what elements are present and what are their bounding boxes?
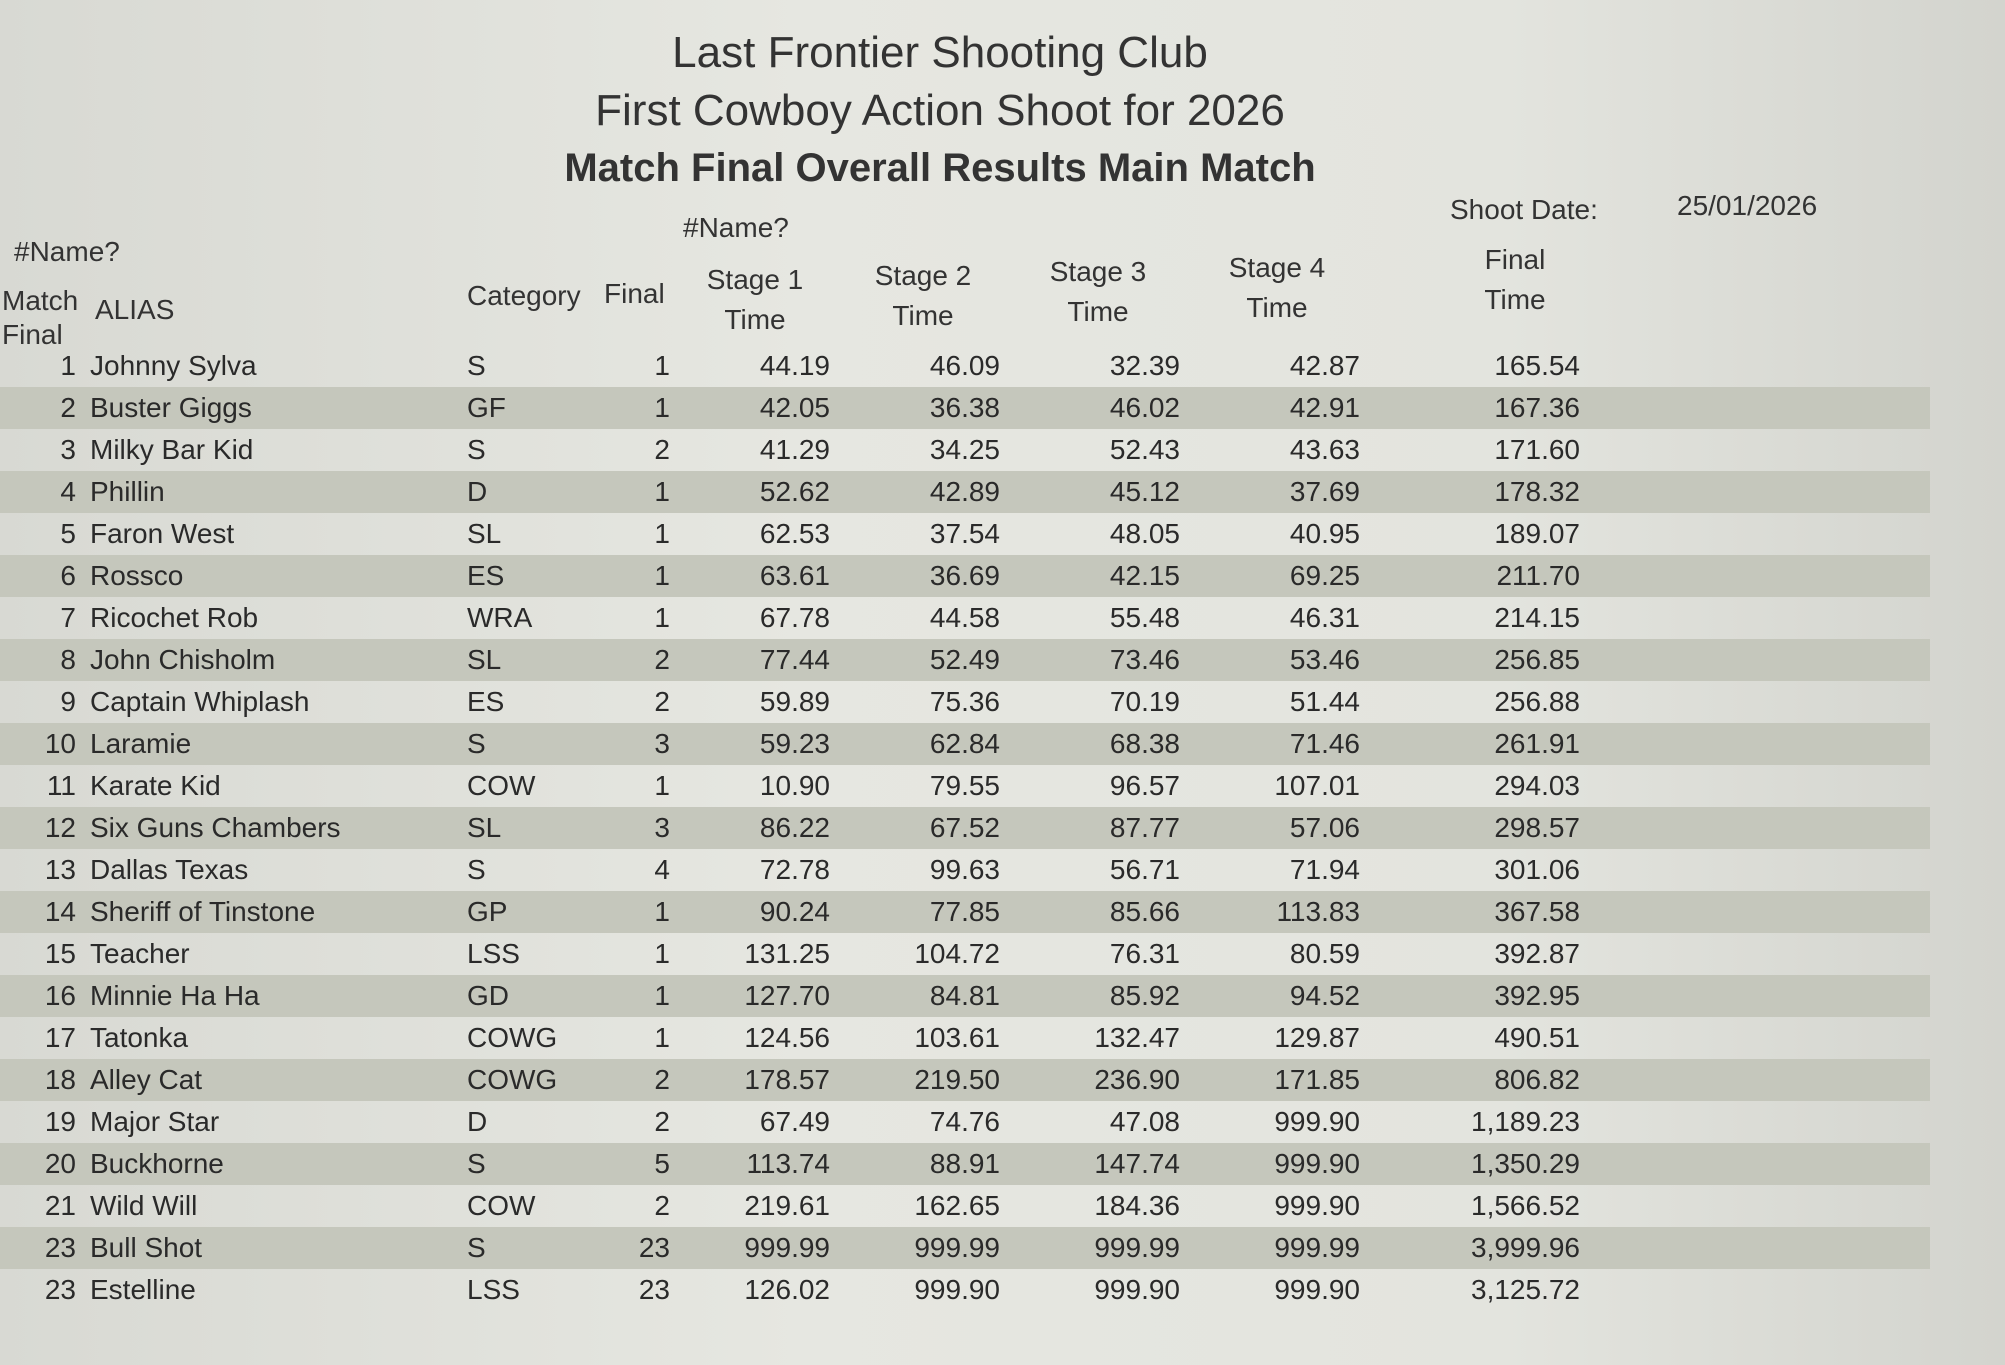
- table-row: [0, 1101, 1930, 1143]
- row-stage2-time: 88.91: [929, 1148, 1000, 1179]
- row-stage3-time: 70.19: [1109, 686, 1180, 717]
- row-final-time: 3,125.72: [1471, 1274, 1580, 1305]
- row-final-time: 261.91: [1494, 728, 1580, 759]
- row-stage2-time: 75.36: [929, 686, 1000, 717]
- club-title: Last Frontier Shooting Club: [672, 28, 1208, 77]
- row-stage3-time: 32.39: [1109, 350, 1180, 381]
- row-stage2-time: 79.55: [929, 770, 1000, 801]
- row-stage2-time: 42.89: [929, 476, 1000, 507]
- row-stage2-time: 219.50: [914, 1064, 1000, 1095]
- row-final-time: 1,189.23: [1471, 1106, 1580, 1137]
- header-stage3: Stage 3 Time: [1049, 256, 1147, 327]
- row-category: COW: [467, 770, 536, 801]
- row-final-place: 1: [654, 476, 670, 507]
- row-final-time: 211.70: [1496, 560, 1580, 591]
- row-alias: Minnie Ha Ha: [90, 980, 260, 1011]
- row-stage4-time: 43.63: [1289, 434, 1360, 465]
- header-alias: ALIAS: [95, 294, 175, 325]
- table-row: [0, 807, 1930, 849]
- row-final-time: 1,566.52: [1471, 1190, 1580, 1221]
- row-final-time: 3,999.96: [1471, 1232, 1580, 1263]
- header-stage4: Stage 4 Time: [1228, 252, 1326, 323]
- row-alias: Teacher: [90, 938, 190, 969]
- row-stage4-time: 71.46: [1289, 728, 1360, 759]
- row-rank: 23: [44, 1274, 76, 1305]
- row-stage1-time: 127.70: [744, 980, 830, 1011]
- row-stage1-time: 131.25: [744, 938, 830, 969]
- row-stage1-time: 10.90: [759, 770, 830, 801]
- row-final-time: 367.58: [1494, 896, 1580, 927]
- row-rank: 10: [44, 728, 76, 759]
- row-alias: Phillin: [90, 476, 165, 507]
- header-match-final: Match Final: [2, 285, 79, 350]
- row-alias: Milky Bar Kid: [90, 434, 254, 465]
- row-stage4-time: 94.52: [1289, 980, 1360, 1011]
- row-stage3-time: 999.99: [1094, 1232, 1180, 1263]
- row-rank: 18: [44, 1064, 76, 1095]
- row-stage3-time: 47.08: [1109, 1106, 1180, 1137]
- header-category: Category: [467, 280, 581, 311]
- row-stage4-time: 42.91: [1289, 392, 1360, 423]
- row-final-place: 2: [654, 434, 670, 465]
- row-rank: 9: [60, 686, 76, 717]
- row-final-place: 1: [654, 350, 670, 381]
- row-stage1-time: 63.61: [759, 560, 830, 591]
- row-final-time: 490.51: [1494, 1022, 1580, 1053]
- row-final-time: 178.32: [1494, 476, 1580, 507]
- row-alias: Tatonka: [90, 1022, 189, 1053]
- row-rank: 19: [44, 1106, 76, 1137]
- row-category: LSS: [467, 1274, 520, 1305]
- row-rank: 8: [60, 644, 76, 675]
- row-final-place: 1: [654, 602, 670, 633]
- row-stage3-time: 48.05: [1109, 518, 1180, 549]
- table-row: [0, 891, 1930, 933]
- row-stage1-time: 42.05: [759, 392, 830, 423]
- row-stage2-time: 44.58: [929, 602, 1000, 633]
- event-title: First Cowboy Action Shoot for 2026: [595, 86, 1285, 135]
- row-stage1-time: 72.78: [759, 854, 830, 885]
- row-final-time: 298.57: [1494, 812, 1580, 843]
- row-stage3-time: 73.46: [1109, 644, 1180, 675]
- row-final-place: 2: [654, 1106, 670, 1137]
- row-rank: 21: [44, 1190, 76, 1221]
- row-stage4-time: 37.69: [1289, 476, 1360, 507]
- row-stage3-time: 46.02: [1109, 392, 1180, 423]
- row-rank: 12: [44, 812, 76, 843]
- row-stage4-time: 999.90: [1274, 1148, 1360, 1179]
- row-stage3-time: 184.36: [1094, 1190, 1180, 1221]
- row-final-time: 294.03: [1494, 770, 1580, 801]
- row-stage2-time: 36.38: [929, 392, 1000, 423]
- table-row: [0, 1269, 1930, 1311]
- row-stage3-time: 236.90: [1094, 1064, 1180, 1095]
- shoot-date-label: Shoot Date:: [1450, 194, 1598, 225]
- row-stage2-time: 67.52: [929, 812, 1000, 843]
- row-stage4-time: 999.90: [1274, 1106, 1360, 1137]
- row-stage2-time: 34.25: [929, 434, 1000, 465]
- row-alias: Faron West: [90, 518, 235, 549]
- row-rank: 3: [60, 434, 76, 465]
- row-alias: Rossco: [90, 560, 184, 591]
- row-category: S: [467, 350, 486, 381]
- row-stage2-time: 37.54: [929, 518, 1000, 549]
- row-alias: Six Guns Chambers: [90, 812, 341, 843]
- row-rank: 2: [60, 392, 76, 423]
- row-category: LSS: [467, 938, 520, 969]
- row-stage4-time: 53.46: [1289, 644, 1360, 675]
- row-stage3-time: 147.74: [1094, 1148, 1180, 1179]
- row-stage4-time: 113.83: [1276, 896, 1360, 927]
- header-stage1: Stage 1 Time: [706, 264, 804, 335]
- row-stage4-time: 80.59: [1289, 938, 1360, 969]
- row-stage4-time: 46.31: [1289, 602, 1360, 633]
- row-stage3-time: 68.38: [1109, 728, 1180, 759]
- row-category: COW: [467, 1190, 536, 1221]
- row-stage4-time: 999.90: [1274, 1274, 1360, 1305]
- row-rank: 15: [44, 938, 76, 969]
- row-stage1-time: 67.78: [759, 602, 830, 633]
- row-final-place: 2: [654, 1190, 670, 1221]
- table-row: [0, 723, 1930, 765]
- row-stage3-time: 56.71: [1109, 854, 1180, 885]
- row-final-place: 1: [654, 1022, 670, 1053]
- shoot-date-value: 25/01/2026: [1677, 190, 1818, 221]
- row-final-time: 256.88: [1494, 686, 1580, 717]
- row-stage2-time: 104.72: [914, 938, 1000, 969]
- row-final-place: 1: [654, 560, 670, 591]
- table-row: [0, 387, 1930, 429]
- row-final-place: 1: [654, 518, 670, 549]
- row-final-place: 1: [654, 392, 670, 423]
- table-row: [0, 345, 1930, 387]
- name-error-left: #Name?: [14, 236, 120, 267]
- row-category: COWG: [467, 1064, 558, 1095]
- row-rank: 11: [46, 770, 76, 801]
- table-row: [0, 639, 1930, 681]
- row-stage3-time: 132.47: [1094, 1022, 1180, 1053]
- row-stage2-time: 62.84: [929, 728, 1000, 759]
- row-stage1-time: 77.44: [759, 644, 830, 675]
- row-category: GP: [467, 896, 508, 927]
- row-rank: 20: [44, 1148, 76, 1179]
- row-stage2-time: 84.81: [929, 980, 1000, 1011]
- row-stage4-time: 71.94: [1289, 854, 1360, 885]
- row-category: S: [467, 854, 486, 885]
- row-alias: Major Star: [90, 1106, 220, 1137]
- row-stage2-time: 74.76: [929, 1106, 1000, 1137]
- row-category: D: [467, 476, 488, 507]
- row-alias: Estelline: [90, 1274, 196, 1305]
- row-stage3-time: 76.31: [1109, 938, 1180, 969]
- row-alias: Laramie: [90, 728, 192, 759]
- row-rank: 14: [44, 896, 76, 927]
- row-final-time: 214.15: [1494, 602, 1580, 633]
- table-row: [0, 1059, 1930, 1101]
- row-stage1-time: 52.62: [759, 476, 830, 507]
- row-alias: Buckhorne: [90, 1148, 224, 1179]
- row-stage1-time: 126.02: [744, 1274, 830, 1305]
- row-stage1-time: 86.22: [759, 812, 830, 843]
- row-alias: Captain Whiplash: [90, 686, 310, 717]
- row-final-place: 3: [654, 728, 670, 759]
- header-stage2: Stage 2 Time: [874, 260, 972, 331]
- row-final-time: 392.87: [1494, 938, 1580, 969]
- row-stage1-time: 59.89: [759, 686, 830, 717]
- row-stage4-time: 999.90: [1274, 1190, 1360, 1221]
- row-final-place: 23: [638, 1274, 670, 1305]
- row-alias: Bull Shot: [90, 1232, 203, 1263]
- row-final-time: 171.60: [1494, 434, 1580, 465]
- results-table: [0, 345, 1930, 1311]
- table-row: [0, 765, 1930, 807]
- row-category: S: [467, 434, 486, 465]
- row-alias: Buster Giggs: [90, 392, 252, 423]
- table-row: [0, 513, 1930, 555]
- name-error-center: #Name?: [683, 212, 789, 243]
- row-stage4-time: 107.01: [1274, 770, 1360, 801]
- row-stage2-time: 36.69: [929, 560, 1000, 591]
- row-rank: 5: [60, 518, 76, 549]
- row-final-time: 165.54: [1494, 350, 1580, 381]
- row-stage3-time: 85.66: [1109, 896, 1180, 927]
- row-category: SL: [467, 644, 502, 675]
- row-alias: Johnny Sylva: [90, 350, 257, 381]
- row-stage1-time: 178.57: [744, 1064, 830, 1095]
- row-stage3-time: 45.12: [1109, 476, 1180, 507]
- row-rank: 17: [44, 1022, 76, 1053]
- row-stage2-time: 162.65: [914, 1190, 1000, 1221]
- row-category: SL: [467, 518, 502, 549]
- row-category: GF: [467, 392, 506, 423]
- table-row: [0, 681, 1930, 723]
- row-stage1-time: 124.56: [744, 1022, 830, 1053]
- row-stage4-time: 129.87: [1274, 1022, 1360, 1053]
- row-final-place: 1: [654, 896, 670, 927]
- row-stage3-time: 96.57: [1109, 770, 1180, 801]
- row-stage1-time: 90.24: [759, 896, 830, 927]
- row-final-place: 1: [654, 938, 670, 969]
- row-category: COWG: [467, 1022, 558, 1053]
- row-stage3-time: 42.15: [1109, 560, 1180, 591]
- table-row: [0, 1185, 1930, 1227]
- row-stage2-time: 52.49: [929, 644, 1000, 675]
- results-subtitle: Match Final Overall Results Main Match: [564, 146, 1316, 190]
- row-final-place: 3: [654, 812, 670, 843]
- table-row: [0, 1143, 1930, 1185]
- row-stage4-time: 40.95: [1289, 518, 1360, 549]
- row-stage3-time: 87.77: [1109, 812, 1180, 843]
- table-row: [0, 597, 1930, 639]
- row-rank: 6: [60, 560, 76, 591]
- table-row: [0, 429, 1930, 471]
- row-category: ES: [467, 686, 505, 717]
- row-alias: John Chisholm: [90, 644, 276, 675]
- row-alias: Karate Kid: [90, 770, 221, 801]
- row-stage3-time: 85.92: [1109, 980, 1180, 1011]
- row-alias: Dallas Texas: [90, 854, 249, 885]
- header-final-time: Final Time: [1484, 244, 1546, 315]
- table-row: [0, 1017, 1930, 1059]
- row-category: SL: [467, 812, 502, 843]
- row-final-place: 4: [654, 854, 670, 885]
- row-final-place: 2: [654, 644, 670, 675]
- row-final-place: 2: [654, 686, 670, 717]
- table-row: [0, 975, 1930, 1017]
- row-category: S: [467, 1148, 486, 1179]
- row-stage1-time: 219.61: [744, 1190, 830, 1221]
- row-stage3-time: 52.43: [1109, 434, 1180, 465]
- row-stage4-time: 171.85: [1274, 1064, 1360, 1095]
- row-stage2-time: 999.99: [914, 1232, 1000, 1263]
- row-final-place: 1: [654, 980, 670, 1011]
- row-final-time: 392.95: [1494, 980, 1580, 1011]
- row-final-place: 1: [654, 770, 670, 801]
- row-stage1-time: 113.74: [746, 1148, 830, 1179]
- row-final-time: 189.07: [1494, 518, 1580, 549]
- row-stage1-time: 999.99: [744, 1232, 830, 1263]
- row-stage2-time: 46.09: [929, 350, 1000, 381]
- row-category: ES: [467, 560, 505, 591]
- table-row: [0, 555, 1930, 597]
- row-category: S: [467, 728, 486, 759]
- table-row: [0, 849, 1930, 891]
- row-stage1-time: 44.19: [759, 350, 830, 381]
- row-final-time: 256.85: [1494, 644, 1580, 675]
- row-final-place: 2: [654, 1064, 670, 1095]
- row-final-time: 167.36: [1494, 392, 1580, 423]
- row-stage3-time: 55.48: [1109, 602, 1180, 633]
- row-category: D: [467, 1106, 488, 1137]
- row-stage3-time: 999.90: [1094, 1274, 1180, 1305]
- row-stage4-time: 51.44: [1289, 686, 1360, 717]
- row-final-place: 23: [638, 1232, 670, 1263]
- row-rank: 16: [44, 980, 76, 1011]
- row-category: WRA: [467, 602, 533, 633]
- row-stage1-time: 62.53: [759, 518, 830, 549]
- row-stage2-time: 999.90: [914, 1274, 1000, 1305]
- row-rank: 4: [60, 476, 76, 507]
- row-stage1-time: 59.23: [759, 728, 830, 759]
- row-rank: 1: [60, 350, 76, 381]
- table-row: [0, 471, 1930, 513]
- row-category: GD: [467, 980, 509, 1011]
- header-final: Final: [604, 278, 665, 309]
- row-stage2-time: 99.63: [929, 854, 1000, 885]
- row-rank: 23: [44, 1232, 76, 1263]
- row-alias: Alley Cat: [90, 1064, 203, 1095]
- row-final-time: 301.06: [1494, 854, 1580, 885]
- row-stage4-time: 999.99: [1274, 1232, 1360, 1263]
- table-row: [0, 933, 1930, 975]
- row-alias: Ricochet Rob: [90, 602, 259, 633]
- row-alias: Sheriff of Tinstone: [90, 896, 316, 927]
- row-stage4-time: 69.25: [1289, 560, 1360, 591]
- row-stage4-time: 42.87: [1289, 350, 1360, 381]
- row-final-place: 5: [654, 1148, 670, 1179]
- row-stage1-time: 41.29: [759, 434, 830, 465]
- row-alias: Wild Will: [90, 1190, 198, 1221]
- row-category: S: [467, 1232, 486, 1263]
- row-final-time: 1,350.29: [1471, 1148, 1580, 1179]
- row-stage4-time: 57.06: [1289, 812, 1360, 843]
- row-stage1-time: 67.49: [759, 1106, 830, 1137]
- row-rank: 7: [60, 602, 76, 633]
- table-row: [0, 1227, 1930, 1269]
- row-rank: 13: [44, 854, 76, 885]
- row-stage2-time: 103.61: [914, 1022, 1000, 1053]
- row-stage2-time: 77.85: [929, 896, 1000, 927]
- row-final-time: 806.82: [1494, 1064, 1580, 1095]
